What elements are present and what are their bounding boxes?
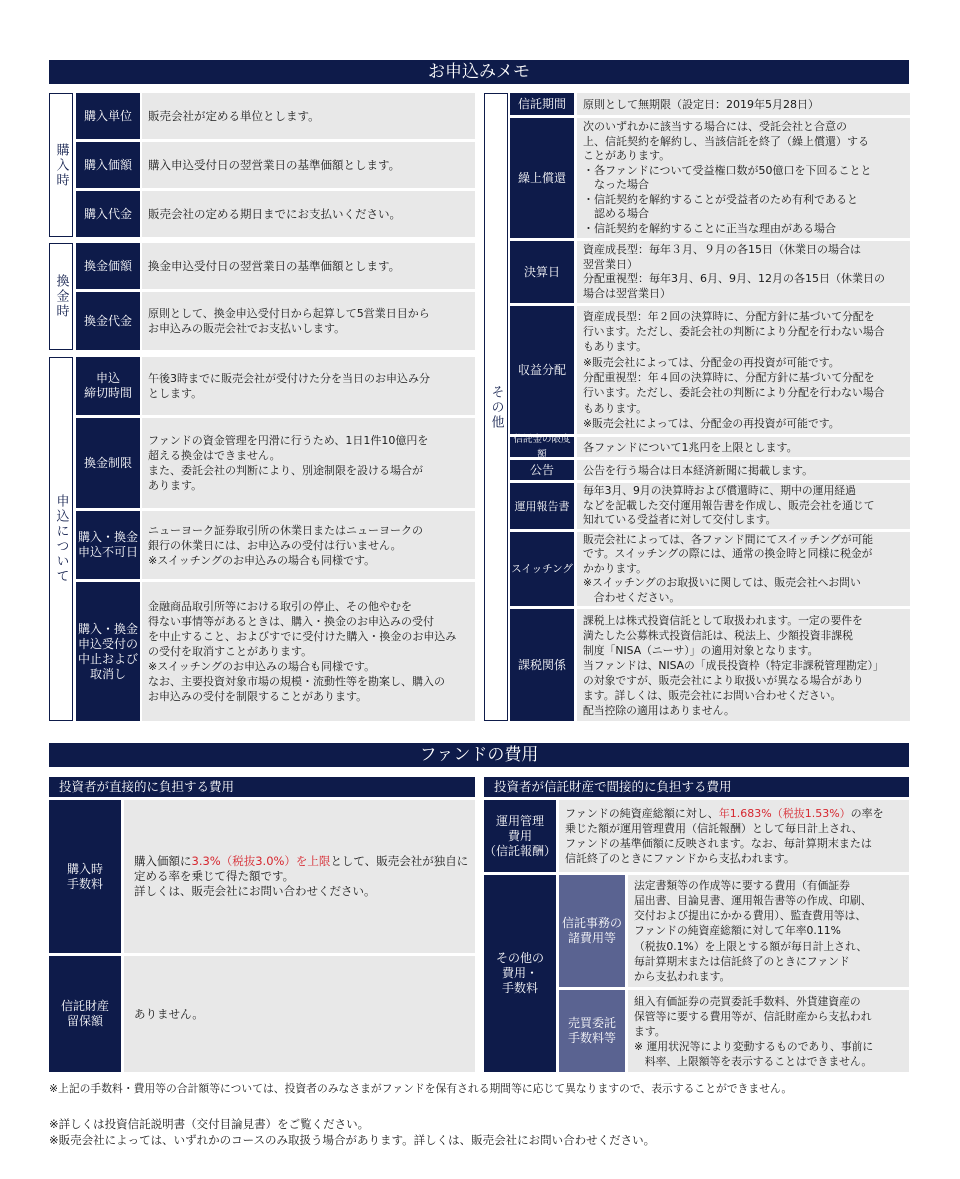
suspension-text: 金融商品取引所等における取引の停止、その他やむを 得ない事情等があるときは、購入・換金のお申込みの受付 を中止すること、およびすでに受付けた購入・換金のお申込み の受付を取消すことがあります。 ※スイッチングのお申込みの場合も同様です。 なお、主要投資対象市場の規模・流動性等を勘案し、購入の お申込みの受付を制限することがあります。 [142, 582, 475, 721]
management-fee-rate: 年1.683%（税抜1.53%） [718, 807, 851, 820]
tax-text: 課税上は株式投資信託として取扱われます。一定の要件を 満たした公募株式投資信託は、税法上、少額投資非課税 制度「NISA（ニーサ）」の適用対象となります。 当ファンドは、NISAの「成長投資枠（特定非課税管理勘定）」 の対象ですが、販売会社により取扱いが異なる場合があり ます。詳しくは、販売会社にお問い合わせください。 配当控除の適用はありません。 [577, 609, 910, 721]
purchase-fee-text-after: として、販売会社が独自に 定める率を乗じて得た額です。 詳しくは、販売会社にお問い合わせください。 [134, 854, 469, 898]
trading-fee-text: 組入有価証券の売買委託手数料、外貨建資産の 保管等に要する費用等が、信託財産から支払われ ます。 ※ 運用状況等により変動するものであり、事前に 料率、上限額等を表示することはできません。 [628, 990, 909, 1072]
trust-admin-label: 信託事務の 諸費用等 [559, 875, 625, 987]
trading-fee-label: 売買委託 手数料等 [559, 990, 625, 1072]
retention-label: 信託財産 留保額 [49, 956, 121, 1072]
management-fee-text-before: ファンドの純資産総額に対し、 [565, 807, 719, 820]
group-application-label: 申込について [53, 494, 69, 584]
trust-period-label: 信託期間 [510, 93, 574, 115]
notice-label: 公告 [510, 460, 574, 480]
redemption-limit-label: 換金制限 [76, 418, 140, 508]
trust-admin-text: 法定書類等の作成等に要する費用（有価証券 届出書、目論見書、運用報告書等の作成、印刷、 交付および提出にかかる費用）、監査費用等は、 ファンドの純資産総額に対して年率0.11% （税抜0.1%）を上限とする額が毎日計上され、 毎計算期末または信託終了のときにファンド から支払われます。 [628, 875, 909, 987]
purchase-price-text: 購入申込受付日の翌営業日の基準価額とします。 [142, 142, 475, 188]
management-fee-text-after: の率を 乗じた額が運用管理費用（信託報酬）として毎日計上され、 ファンドの基準価額に反映されます。なお、毎計算期末または 信託終了のときにファンドから支払われます。 [565, 807, 884, 865]
closed-days-label: 購入・換金 申込不可日 [76, 511, 140, 579]
redemption-payment-text: 原則として、換金申込受付日から起算して5営業日目から お申込みの販売会社でお支払いします。 [142, 292, 475, 350]
early-redemption-label: 繰上償還 [510, 118, 574, 238]
settlement-text: 資産成長型：毎年３月、９月の各15日（休業日の場合は 翌営業日） 分配重視型：毎年3月、6月、9月、12月の各15日（休業日の 場合は翌営業日） [577, 241, 910, 303]
redemption-limit-text: ファンドの資金管理を円滑に行うため、1日1件10億円を 超える換金はできません。 また、委託会社の判断により、別途制限を設ける場合が あります。 [142, 418, 475, 508]
costs-title: ファンドの費用 [49, 743, 909, 767]
memo-title: お申込みメモ [49, 60, 909, 84]
switching-text: 販売会社によっては、各ファンド間にてスイッチングが可能 です。スイッチングの際には、通常の換金時と同様に税金が かかります。 ※スイッチングのお取扱いに関しては、販売会社へお問い 合わせください。 [577, 532, 910, 606]
group-purchase-label: 購入時 [53, 142, 69, 188]
purchase-unit-text: 販売会社が定める単位とします。 [142, 93, 475, 139]
note-total-costs: ※上記の手数料・費用等の合計額等については、投資者のみなさまがファンドを保有される期間等に応じて異なりますので、表示することができません。 [49, 1082, 793, 1095]
direct-costs-heading: 投資者が直接的に負担する費用 [49, 777, 475, 797]
purchase-fee-text-before: 購入価額に [134, 854, 192, 868]
trust-period-text: 原則として無期限（設定日：2019年5月28日） [577, 93, 910, 115]
settlement-label: 決算日 [510, 241, 574, 303]
cutoff-label: 申込 締切時間 [76, 357, 140, 415]
purchase-fee-text [124, 800, 475, 953]
other-fees-label: その他の 費用・ 手数料 [484, 875, 556, 1072]
distribution-label: 収益分配 [510, 306, 574, 434]
note-distributor: ※販売会社によっては、いずれかのコースのみ取扱う場合があります。詳しくは、販売会社にお問い合わせください。 [49, 1133, 656, 1147]
purchase-payment-text: 販売会社の定める期日までにお支払いください。 [142, 191, 475, 237]
management-fee-text [559, 800, 909, 872]
report-text: 毎年3月、9月の決算時および償還時に、期中の運用経過 などを記載した交付運用報告書を作成し、販売会社を通じて 知れている受益者に対して交付します。 [577, 483, 910, 529]
suspension-label: 購入・換金 申込受付の 中止および 取消し [76, 582, 140, 721]
early-redemption-text: 次のいずれかに該当する場合には、受託会社と合意の 上、信託契約を解約し、当該信託を終了（繰上償還）する ことがあります。 ・各ファンドについて受益権口数が50億口を下回ることと なった場合 ・信託契約を解約することが受益者のため有利であると 認める場合 ・信託契約を解約することに正当な理由がある場合 [577, 118, 910, 238]
report-label: 運用報告書 [510, 483, 574, 529]
group-redemption [49, 243, 73, 350]
closed-days-text: ニューヨーク証券取引所の休業日またはニューヨークの 銀行の休業日には、お申込みの受付は行いません。 ※スイッチングのお申込みの場合も同様です。 [142, 511, 475, 579]
note-prospectus: ※詳しくは投資信託説明書（交付目論見書）をご覧ください。 [49, 1117, 370, 1131]
purchase-fee-rate: 3.3%（税抜3.0%）を上限 [191, 854, 331, 868]
purchase-fee-label: 購入時 手数料 [49, 800, 121, 953]
trust-limit-text: 各ファンドについて1兆円を上限とします。 [577, 437, 910, 457]
purchase-unit-label: 購入単位 [76, 93, 140, 139]
trust-limit-label: 信託金の限度額 [510, 437, 574, 457]
notice-text: 公告を行う場合は日本経済新聞に掲載します。 [577, 460, 910, 480]
switching-label: スイッチング [510, 532, 574, 606]
purchase-price-label: 購入価額 [76, 142, 140, 188]
group-redemption-label: 換金時 [53, 274, 69, 319]
redemption-price-text: 換金申込受付日の翌営業日の基準価額とします。 [142, 243, 475, 289]
retention-text: ありません。 [124, 956, 475, 1072]
distribution-text: 資産成長型：年２回の決算時に、分配方針に基づいて分配を 行います。ただし、委託会社の判断により分配を行わない場合 もあります。 ※販売会社によっては、分配金の再投資が可能です。 分配重視型：年４回の決算時に、分配方針に基づいて分配を 行います。ただし、委託会社の判断により分配を行わない場合 もあります。 ※販売会社によっては、分配金の再投資が可能です。 [577, 306, 910, 434]
group-purchase [49, 93, 73, 237]
indirect-costs-heading: 投資者が信託財産で間接的に負担する費用 [484, 777, 909, 797]
tax-label: 課税関係 [510, 609, 574, 721]
management-fee-label: 運用管理 費用 （信託報酬） [484, 800, 556, 872]
redemption-price-label: 換金価額 [76, 243, 140, 289]
purchase-payment-label: 購入代金 [76, 191, 140, 237]
cutoff-text: 午後3時までに販売会社が受付けた分を当日のお申込み分 とします。 [142, 357, 475, 415]
redemption-payment-label: 換金代金 [76, 292, 140, 350]
group-other [484, 93, 508, 721]
group-application [49, 357, 73, 721]
group-other-label: その他 [488, 384, 504, 430]
